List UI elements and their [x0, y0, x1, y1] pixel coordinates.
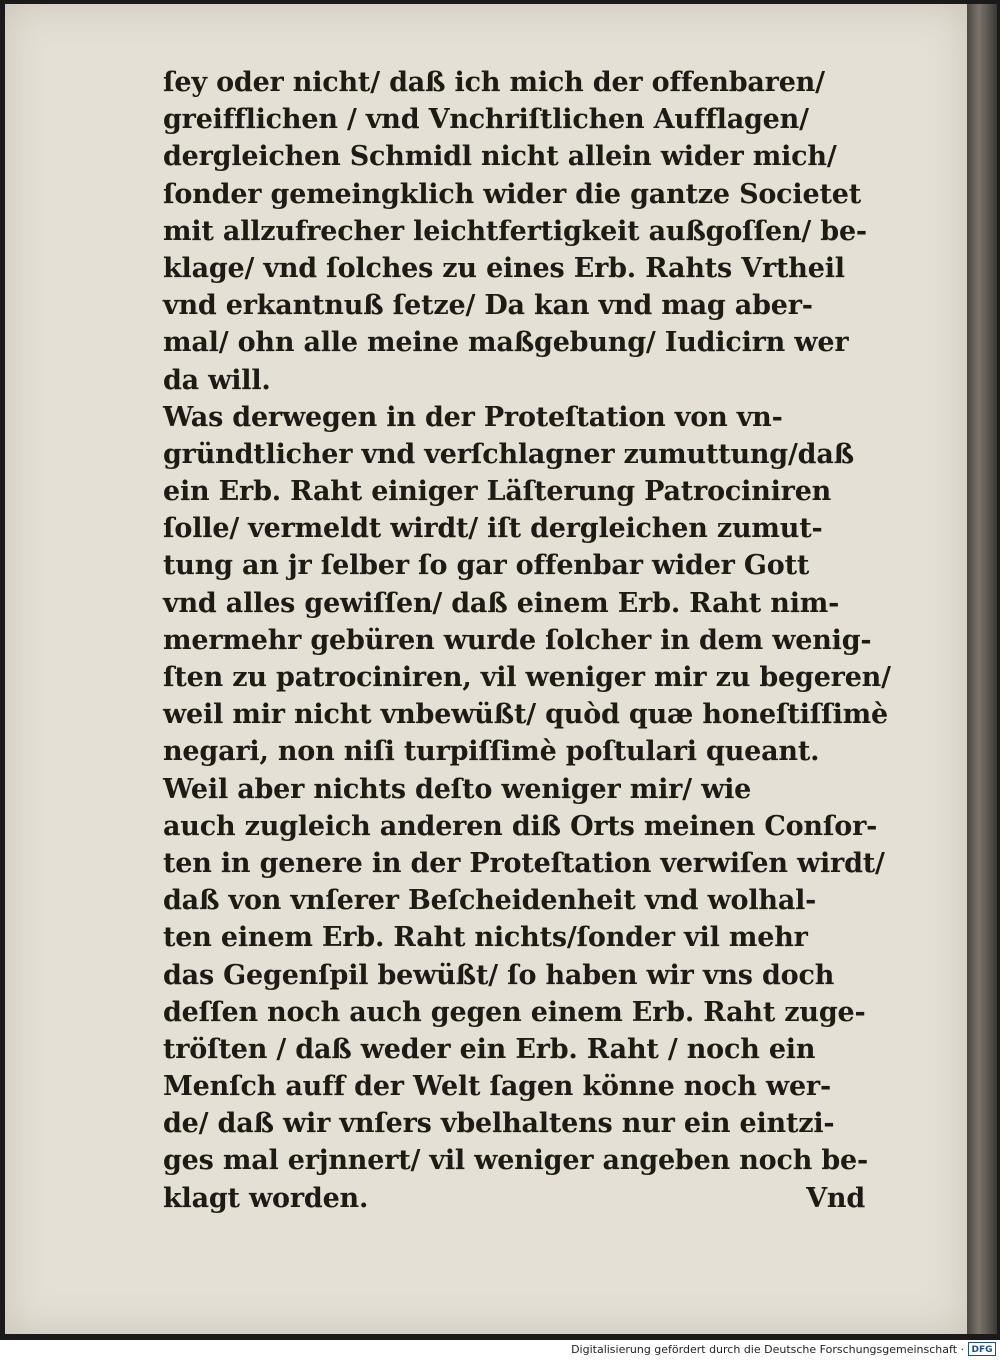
- text-line: tröſten / daß weder ein Erb. Raht / noch ein: [163, 1033, 816, 1065]
- page-edge: [967, 4, 997, 1334]
- dfg-logo-icon: DFG: [968, 1342, 996, 1356]
- text-line: tung an jr ſelber ſo gar offenbar wider Gott: [163, 550, 810, 582]
- text-line: negari, non niſi turpiſſimè poſtulari queant.: [163, 736, 820, 768]
- page-text: [163, 64, 891, 1217]
- text-line: Was derwegen in der Proteſtation von vn-: [163, 401, 783, 433]
- text-line: weil mir nicht vnbewüßt/ quòd quæ honeſtiſſimè: [163, 699, 888, 731]
- text-line: Menſch auff der Welt ſagen könne noch wer-: [163, 1071, 831, 1103]
- catchword: Vnd: [806, 1182, 865, 1214]
- text-line: das Gegenſpil bewüßt/ ſo haben wir vns doch: [163, 959, 835, 991]
- text-line: mal/ ohn alle meine maßgebung/ Iudicirn wer: [163, 327, 849, 359]
- text-line: de/ daß wir vnſers vbelhaltens nur ein eintzi-: [163, 1108, 835, 1140]
- text-line: mit allzufrecher leichtfertigkeit außgoſſen/ be-: [163, 215, 867, 247]
- text-line: ein Erb. Raht einiger Läſterung Patrociniren: [163, 476, 832, 508]
- text-line: ſonder gemeingklich wider die gantze Societet: [163, 178, 861, 210]
- text-line: gründtlicher vnd verſchlagner zumuttung/daß: [163, 438, 854, 470]
- text-line: mermehr gebüren wurde ſolcher in dem wenig-: [163, 624, 872, 656]
- footer-bar: [0, 1340, 1000, 1360]
- text-line: greifflichen / vnd Vnchriſtlichen Aufflagen/: [163, 104, 809, 136]
- text-line: vnd erkantnuß ſetze/ Da kan vnd mag aber-: [163, 290, 813, 322]
- dfg-credit: Digitalisierung gefördert durch die Deutsche Forschungsgemeinschaft ·: [571, 1343, 964, 1356]
- text-line: ſolle/ vermeldt wirdt/ iſt dergleichen zumut-: [163, 513, 823, 545]
- text-line: ſten zu patrociniren, vil weniger mir zu begeren/: [163, 662, 891, 693]
- text-line: deſſen noch auch gegen einem Erb. Raht zuge-: [163, 996, 866, 1028]
- text-line: da will.: [163, 364, 271, 396]
- text-line: ten einem Erb. Raht nichts/ſonder vil mehr: [163, 922, 808, 954]
- text-line: auch zugleich anderen diß Orts meinen Conſor-: [163, 810, 878, 842]
- text-line-content: klagt worden.: [163, 1182, 369, 1214]
- text-line: klage/ vnd ſolches zu eines Erb. Rahts Vrtheil: [163, 252, 845, 284]
- text-line: ges mal erjnnert/ vil weniger angeben noch be-: [163, 1145, 868, 1177]
- text-line: daß von vnſerer Beſcheidenheit vnd wolhal-: [163, 885, 817, 917]
- text-line-last: [163, 1180, 873, 1217]
- text-line: dergleichen Schmidl nicht allein wider mich/: [163, 141, 837, 173]
- text-line: ten in genere in der Proteſtation verwiſen wirdt/: [163, 847, 885, 879]
- text-line: ſey oder nicht/ daß ich mich der offenbaren/: [163, 67, 825, 98]
- text-line: vnd alles gewiſſen/ daß einem Erb. Raht nim-: [163, 587, 840, 619]
- text-line: Weil aber nichts deſto weniger mir/ wie: [163, 773, 752, 805]
